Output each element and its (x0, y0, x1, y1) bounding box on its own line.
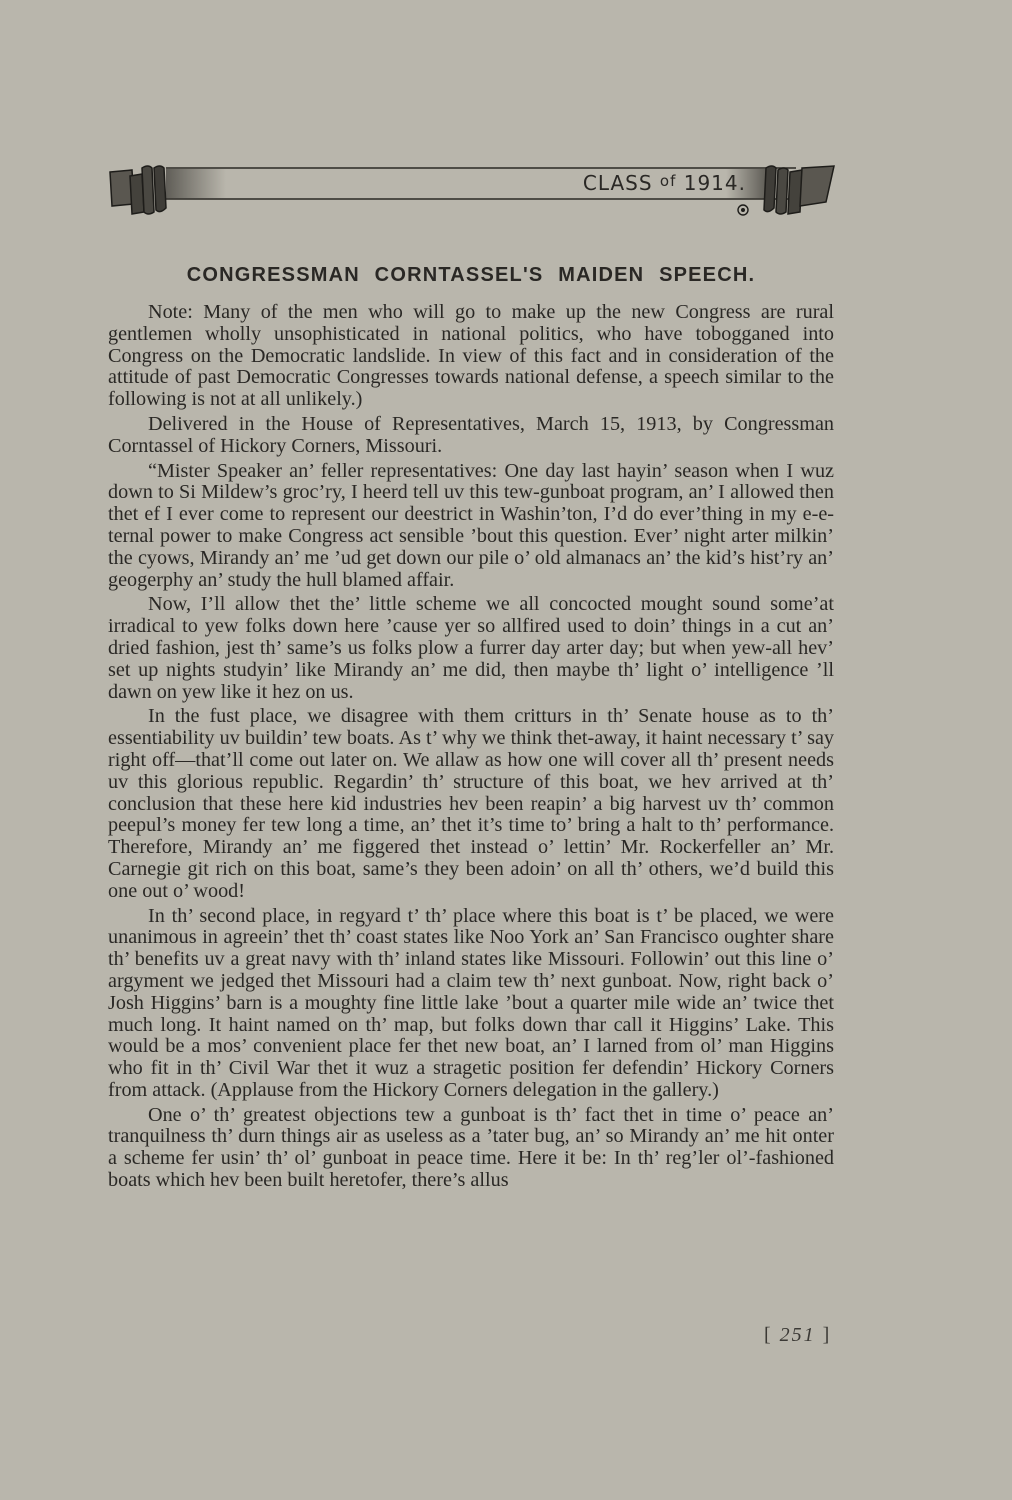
paragraph-note: Note: Many of the men who will go to make up the new Congress are rural gentlemen wholly unsophisticated in national politics, who have tobogganed into Congress on the Democratic landslide. In view of this fact and in consideration of the attitude of past Democratic Congresses towards national defense, a speech similar to the following is not at all unlikely.) (108, 301, 834, 411)
banner-title (583, 171, 746, 195)
banner-class-text: CLASS (582, 171, 653, 195)
bracket-close: ] (822, 1324, 832, 1346)
bracket-open: [ (764, 1324, 773, 1346)
page-number-value: 251 (779, 1324, 816, 1346)
banner-of-text: of (659, 172, 677, 190)
paragraph-delivered: Delivered in the House of Representatives, March 15, 1913, by Congressman Corntassel of Hickory Corners, Missouri. (108, 412, 834, 457)
class-banner-header (106, 162, 838, 220)
paragraph-second-place: In th’ second place, in regyard t’ th’ place where this boat is t’ be placed, we were unanimous in agreein’ thet th’ coast states like Noo York an’ San Francisco oughter share th’ benefits uv a great navy with th’ inland states like Missouri. Followin’ out this line o’ argyment we jedged thet Missouri had a claim tew th’ next gunboat. Now, right back o’ Josh Higgins’ barn is a moughty fine little lake ’bout a quarter mile wide an’ twice thet much long. It haint named on th’ map, but folks down thar call it Higgins’ Lake. This would be a mos’ convenient place fer thet new boat, an’ I larned from ol’ man Higgins who fit in th’ Civil War thet it wuz a stragetic position fer defendin’ Hickory Corners from attack. (Applause from the Hickory Corners delegation in the gallery.) (108, 904, 834, 1101)
paragraph-allow: Now, I’ll allow thet the’ little scheme we all concocted mought sound some’at irradical to yew folks down here ’cause yer so allfired used to doin’ things in a cut an’ dried fashion, jest th’ same’s us folks plow a furrer day arter day; but when yew-all hev’ set up nights studyin’ like Mirandy an’ me did, then maybe th’ light o’ intelligence ’ll dawn on yew like it hez on us. (108, 593, 834, 703)
article-title: CONGRESSMAN CORNTASSEL'S MAIDEN SPEECH. (186, 264, 756, 286)
paragraph-objections: One o’ th’ greatest objections tew a gunboat is th’ fact thet in time o’ peace an’ tranquilness th’ durn things air as useless as a ’tater bug, an’ so Mirandy an’ me hit onter a scheme fer usin’ th’ ol’ gunboat in peace time. Here it be: In th’ reg’ler ol’-fashioned boats which hev been built heretofer, there’s allus (108, 1103, 834, 1192)
article-body (108, 302, 834, 1195)
paragraph-speech-opening: “Mister Speaker an’ feller representatives: One day last hayin’ season when I wuz down to Si Mildew’s groc’ry, I heerd tell uv this tew-gunboat program, an’ I allowed then thet ef I ever come to represent our deestrict in Washin’ton, I’d do ever’thing in my e-e-ternal power to make Congress act sensible ’bout this question. Ever’ night arter milkin’ the cyows, Mirandy an’ me ’ud get down our pile o’ old almanacs an’ the kid’s hist’ry an’ geogerphy an’ study the hull blamed affair. (108, 459, 834, 591)
paragraph-first-place: In the fust place, we disagree with them critturs in th’ Senate house as to th’ essentiability uv buildin’ tew boats. As t’ why we think thet-away, it haint necessary t’ say right off—that’ll come out later on. We allaw as how one will cover all th’ present needs uv this glorious republic. Regardin’ th’ structure of this boat, we hev arrived at th’ conclusion that these here kid industries hev been reapin’ a big harvest uv th’ common peepul’s money fer tew long a time, an’ thet it’s time to’ bring a halt to th’ performance. Therefore, Mirandy an’ me figgered thet instead o’ lettin’ Mr. Rockerfeller an’ Mr. Carnegie git rich on this boat, same’s they been adoin’ on all th’ others, we’d build this one out o’ wood! (108, 705, 834, 902)
page-number (764, 1324, 831, 1347)
banner-year-text: 1914. (683, 171, 746, 195)
